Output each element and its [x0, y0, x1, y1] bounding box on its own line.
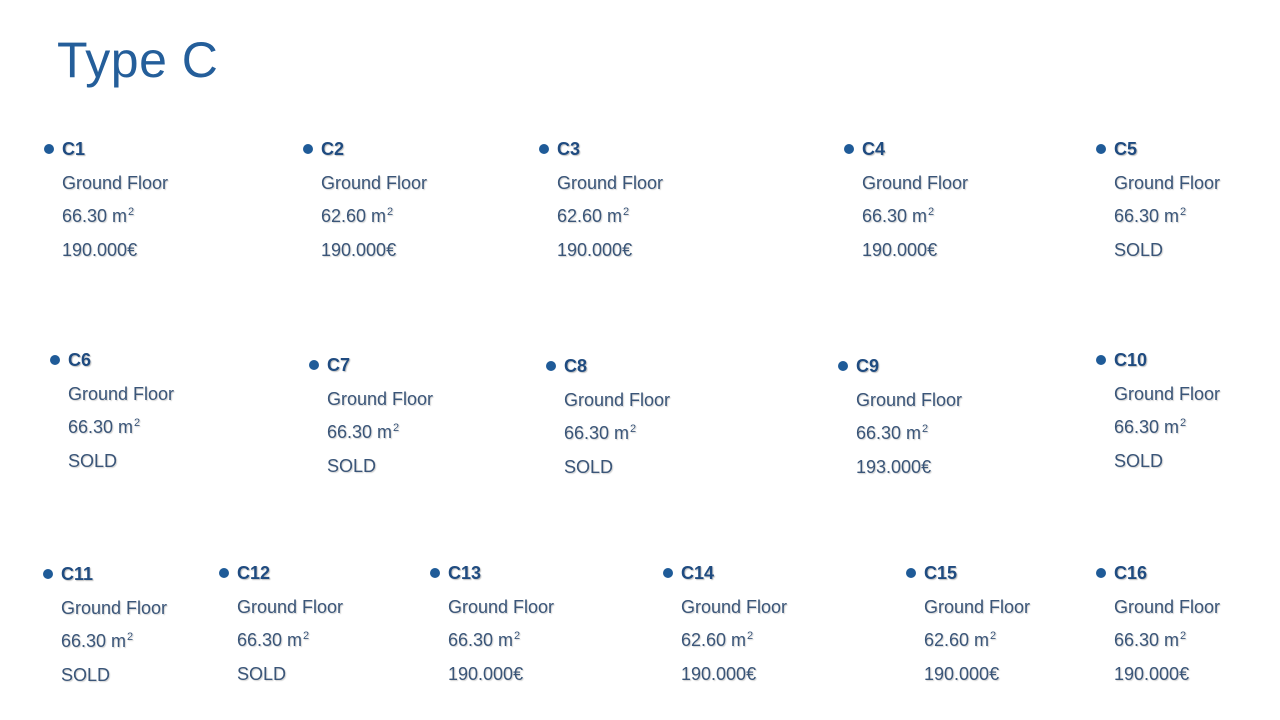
unit-id: C2 — [321, 139, 345, 159]
unit-floor: Ground Floor — [321, 173, 428, 193]
unit-id: C12 — [237, 563, 271, 583]
unit-area: 66.30 $m^2$ — [1114, 630, 1187, 650]
unit-id: C16 — [1114, 563, 1148, 583]
unit-price: 190.000€ — [1114, 664, 1190, 684]
unit-price: SOLD — [61, 665, 111, 685]
unit-id: C3 — [557, 139, 581, 159]
unit-floor: Ground Floor — [327, 389, 434, 409]
unit-price: 190.000€ — [681, 664, 757, 684]
unit-id: C13 — [448, 563, 482, 583]
unit-area: 66.30 $m^2$ — [448, 630, 521, 650]
unit-id: C6 — [68, 350, 92, 370]
bullet-icon — [43, 569, 53, 579]
unit-price: 190.000€ — [321, 240, 397, 260]
unit-floor: Ground Floor — [924, 597, 1031, 617]
unit-area: 62.60 $m^2$ — [681, 630, 754, 650]
unit-price: SOLD — [564, 457, 614, 477]
unit-floor: Ground Floor — [564, 390, 671, 410]
bullet-icon — [44, 144, 54, 154]
bullet-icon — [539, 144, 549, 154]
bullet-icon — [50, 355, 60, 365]
unit-id: C7 — [327, 355, 351, 375]
unit-id: C11 — [61, 564, 94, 584]
bullet-icon — [1096, 144, 1106, 154]
unit-floor: Ground Floor — [862, 173, 969, 193]
unit-area: 66.30 $m^2$ — [1114, 206, 1187, 226]
bullet-icon — [906, 568, 916, 578]
unit-area: 62.60 $m^2$ — [924, 630, 997, 650]
unit-area: 66.30 $m^2$ — [61, 631, 134, 651]
unit-price: SOLD — [327, 456, 377, 476]
bullet-icon — [309, 360, 319, 370]
bullet-icon — [844, 144, 854, 154]
unit-floor: Ground Floor — [1114, 384, 1221, 404]
unit-area: 66.30 $m^2$ — [68, 417, 141, 437]
bullet-icon — [1096, 355, 1106, 365]
unit-area: 66.30 $m^2$ — [237, 630, 310, 650]
unit-area: 66.30 $m^2$ — [862, 206, 935, 226]
unit-floor: Ground Floor — [62, 173, 169, 193]
unit-price: 190.000€ — [924, 664, 1000, 684]
unit-price: SOLD — [1114, 451, 1164, 471]
unit-floor: Ground Floor — [1114, 597, 1221, 617]
unit-area: 66.30 $m^2$ — [856, 423, 929, 443]
unit-floor: Ground Floor — [61, 598, 168, 618]
unit-floor: Ground Floor — [557, 173, 664, 193]
unit-price: 190.000€ — [448, 664, 524, 684]
unit-floor: Ground Floor — [68, 384, 175, 404]
unit-area: 66.30 $m^2$ — [62, 206, 135, 226]
unit-area: 66.30 $m^2$ — [327, 422, 400, 442]
bullet-icon — [838, 361, 848, 371]
unit-floor: Ground Floor — [448, 597, 555, 617]
page-title: Type C — [57, 32, 219, 88]
bullet-icon — [546, 361, 556, 371]
unit-price: 190.000€ — [62, 240, 138, 260]
bullet-icon — [663, 568, 673, 578]
unit-price: 193.000€ — [856, 457, 932, 477]
unit-id: C4 — [862, 139, 886, 159]
unit-area: 62.60 $m^2$ — [557, 206, 630, 226]
unit-area: 66.30 $m^2$ — [1114, 417, 1187, 437]
unit-floor: Ground Floor — [856, 390, 963, 410]
bullet-icon — [1096, 568, 1106, 578]
unit-id: C15 — [924, 563, 958, 583]
bullet-icon — [219, 568, 229, 578]
unit-id: C9 — [856, 356, 880, 376]
unit-floor: Ground Floor — [237, 597, 344, 617]
unit-price: SOLD — [1114, 240, 1164, 260]
bullet-icon — [303, 144, 313, 154]
unit-price: SOLD — [68, 451, 118, 471]
unit-price: SOLD — [237, 664, 287, 684]
unit-area: 62.60 $m^2$ — [321, 206, 394, 226]
unit-id: C1 — [62, 139, 86, 159]
unit-id: C5 — [1114, 139, 1138, 159]
unit-id: C10 — [1114, 350, 1148, 370]
unit-floor: Ground Floor — [681, 597, 788, 617]
unit-id: C14 — [681, 563, 715, 583]
unit-price: 190.000€ — [557, 240, 633, 260]
unit-price: 190.000€ — [862, 240, 938, 260]
bullet-icon — [430, 568, 440, 578]
unit-area: 66.30 $m^2$ — [564, 423, 637, 443]
unit-floor: Ground Floor — [1114, 173, 1221, 193]
unit-id: C8 — [564, 356, 588, 376]
